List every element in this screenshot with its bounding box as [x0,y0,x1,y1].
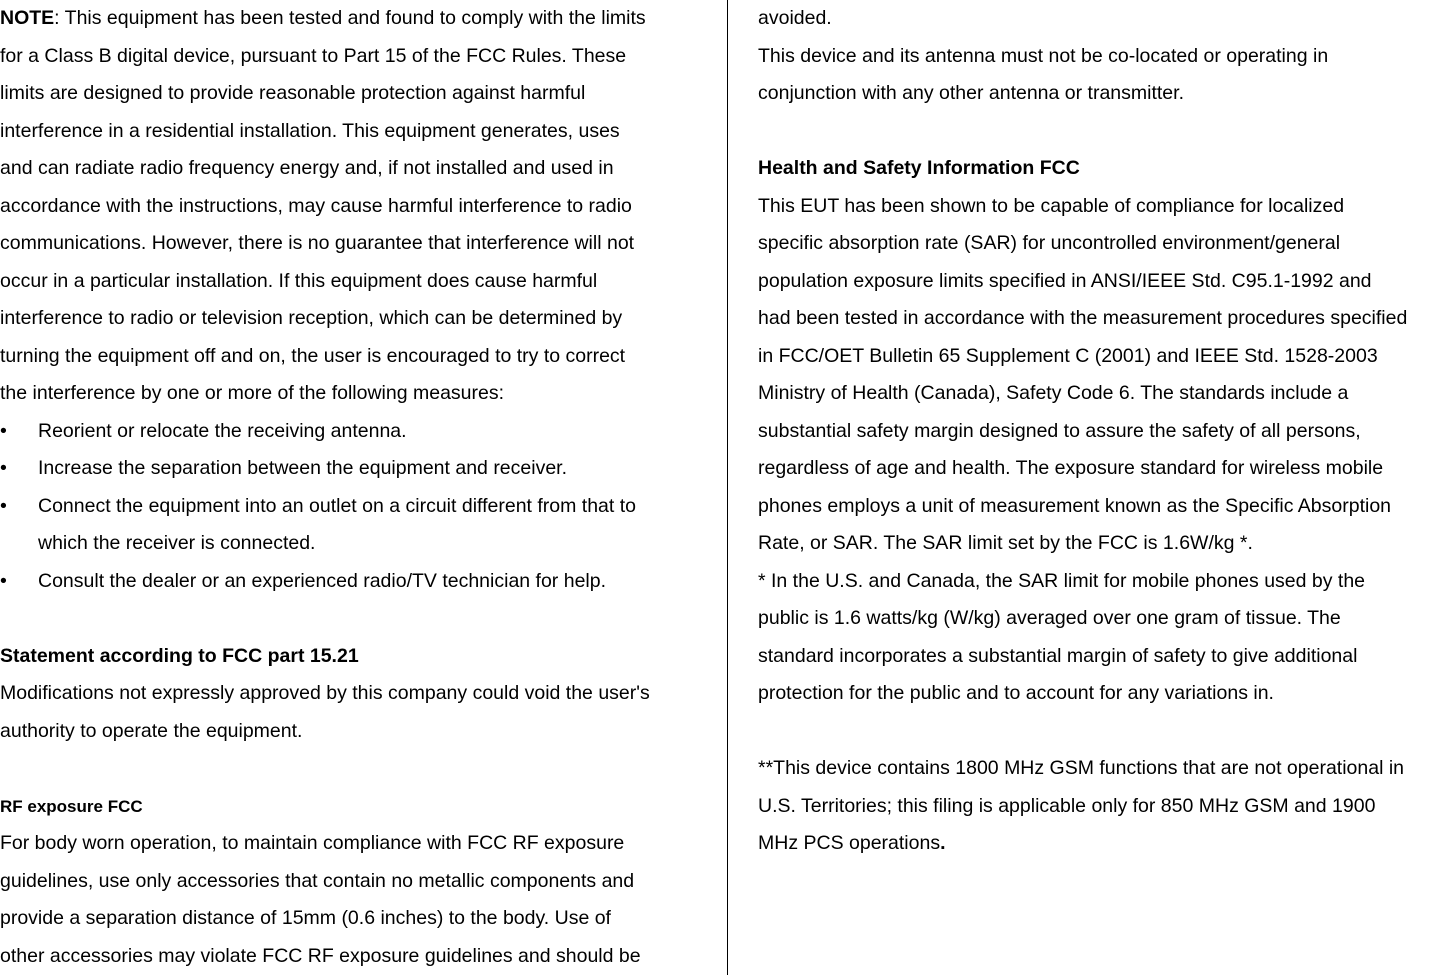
note-section [0,0,710,413]
note-line: communications. However, there is no guarantee that interference will not [0,232,635,254]
health-line: * In the U.S. and Canada, the SAR limit for mobile phones used by the [758,569,1366,592]
measures-list [0,413,710,601]
intro-section [758,0,1450,113]
health-section [758,150,1450,713]
list-item-continuation: which the receiver is connected. [38,532,316,554]
intro-line: This device and its antenna must not be co-located or operating in [758,44,1329,67]
note-line: NOTE: This equipment has been tested and found to comply with the limits [0,7,646,29]
health-line: Ministry of Health (Canada), Safety Code 6. The standards include a [758,382,1349,404]
bullet-dot: • [0,569,7,592]
rf-section [0,788,710,975]
bullet-dot: • [0,457,7,479]
right-column [758,0,1450,863]
bullet-dot: • [0,494,7,517]
gsm-line: U.S. Territories; this filing is applicable only for 850 MHz GSM and 1900 [758,794,1376,817]
column-divider [727,0,728,975]
intro-line: avoided. [758,7,832,29]
note-line: the interference by one or more of the following measures: [0,382,505,404]
section-heading: Health and Safety Information FCC [758,157,1080,179]
list-item: • Consult the dealer or an experienced radio/TV technician for help. [0,563,710,601]
statement-line: authority to operate the equipment. [0,719,303,742]
statement-line: Modifications not expressly approved by this company could void the user's [0,682,650,704]
health-line: standard incorporates a substantial margin of safety to give additional [758,644,1358,667]
note-line: turning the equipment off and on, the user is encouraged to try to correct [0,344,626,367]
note-line: limits are designed to provide reasonable protection against harmful [0,82,586,104]
health-line: population exposure limits specified in ANSI/IEEE Std. C95.1-1992 and [758,269,1372,292]
rf-line: other accessories may violate FCC RF exposure guidelines and should be [0,944,641,967]
bullet-dot: • [0,419,7,442]
spacer [0,600,710,638]
health-line: public is 1.6 watts/kg (W/kg) averaged over one gram of tissue. The [758,607,1341,629]
note-line: for a Class B digital device, pursuant to Part 15 of the FCC Rules. These [0,44,627,67]
gsm-line: **This device contains 1800 MHz GSM functions that are not operational in [758,757,1405,779]
left-column [0,0,710,975]
list-item: • Increase the separation between the equipment and receiver. [0,450,710,488]
note-line: occur in a particular installation. If this equipment does cause harmful [0,269,598,292]
health-line: This EUT has been shown to be capable of compliance for localized [758,194,1345,217]
health-line: regardless of age and health. The exposure standard for wireless mobile [758,457,1384,479]
health-line: had been tested in accordance with the measurement procedures specified [758,307,1408,329]
list-item: • Connect the equipment into an outlet on a circuit different from that to [0,488,710,526]
gsm-line: MHz PCS operations. [758,832,946,854]
health-line: protection for the public and to account for any variations in. [758,682,1274,704]
intro-line: conjunction with any other antenna or transmitter. [758,82,1184,104]
health-line: specific absorption rate (SAR) for uncontrolled environment/general [758,232,1341,254]
health-line: phones employs a unit of measurement known as the Specific Absorption [758,494,1392,517]
gsm-section [758,750,1450,863]
spacer [758,713,1450,751]
health-line: substantial safety margin designed to assure the safety of all persons, [758,419,1361,442]
list-item: • Reorient or relocate the receiving antenna. [0,413,710,451]
section-heading: RF exposure FCC [0,796,143,816]
health-line: in FCC/OET Bulletin 65 Supplement C (2001) and IEEE Std. 1528-2003 [758,344,1378,367]
note-line: and can radiate radio frequency energy and, if not installed and used in [0,157,614,179]
note-line: interference to radio or television reception, which can be determined by [0,307,623,329]
health-line: Rate, or SAR. The SAR limit set by the FCC is 1.6W/kg *. [758,532,1253,554]
note-line: interference in a residential installation. This equipment generates, uses [0,119,620,142]
rf-line: provide a separation distance of 15mm (0.6 inches) to the body. Use of [0,907,611,929]
statement-section [0,638,710,751]
end-mark: . [940,832,946,854]
note-line: accordance with the instructions, may cause harmful interference to radio [0,194,632,217]
rf-line: guidelines, use only accessories that contain no metallic components and [0,869,635,892]
spacer [758,113,1450,151]
rf-line: For body worn operation, to maintain compliance with FCC RF exposure [0,832,625,854]
section-heading: Statement according to FCC part 15.21 [0,644,359,667]
note-label: NOTE [0,7,55,29]
spacer [0,750,710,788]
